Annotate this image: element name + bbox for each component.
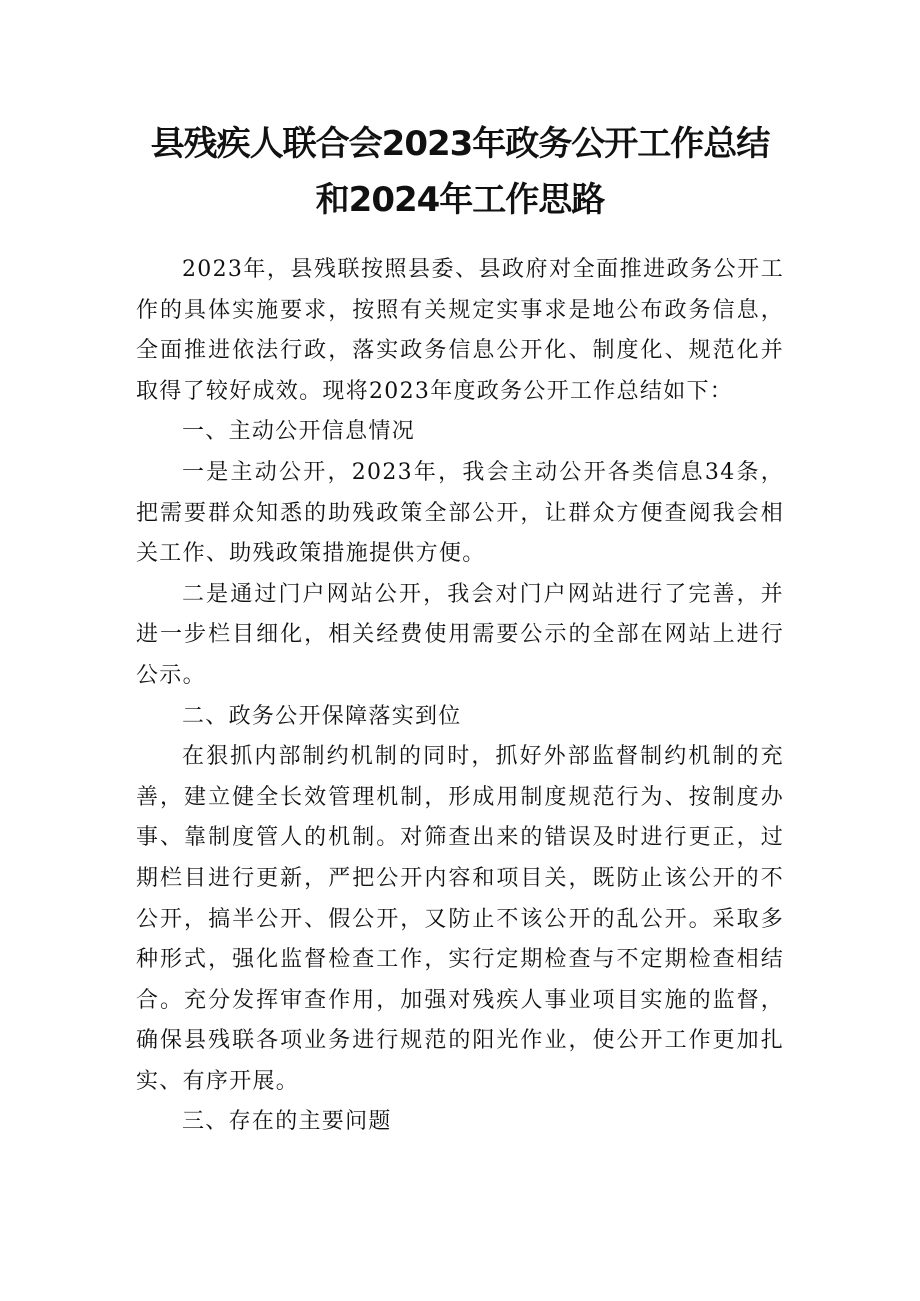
paragraph-proactive-disclosure: 一是主动公开，2023年，我会主动公开各类信息34条，把需要群众知悉的助残政策全部公开，让群众方便查阅我会相关工作、助残政策措施提供方便。 bbox=[136, 459, 784, 567]
intro-paragraph: 2023年，县残联按照县委、县政府对全面推进政务公开工作的具体实施要求，按照有关规定实事求是地公布政务信息，全面推进依法行政，落实政务信息公开化、制度化、规范化并取得了较好成效。现将2023年度政务公开工作总结如下： bbox=[136, 257, 784, 404]
section-heading-1: 一、主动公开信息情况 bbox=[182, 419, 416, 445]
paragraph-website-disclosure: 二是通过门户网站公开，我会对门户网站进行了完善，并进一步栏目细化，相关经费使用需要公示的全部在网站上进行公示。 bbox=[136, 581, 784, 688]
document-body bbox=[136, 250, 784, 1143]
document-title-line-1: 县残疾人联合会2023年政务公开工作总结 bbox=[150, 124, 770, 164]
document-title-line-2: 和2024年工作思路 bbox=[315, 180, 605, 220]
section-heading-3: 三、存在的主要问题 bbox=[182, 1109, 392, 1135]
paragraph-supervision: 在狠抓内部制约机制的同时，抓好外部监督制约机制的充善，建立健全长效管理机制，形成用制度规范行为、按制度办事、靠制度管人的机制。对筛查出来的错误及时进行更正，过期栏目进行更新，严把公开内容和项目关，既防止该公开的不公开，搞半公开、假公开，又防止不该公开的乱公开。采取多种形式，强化监督检查工作，实行定期检查与不定期检查相结合。充分发挥审查作用，加强对残疾人事业项目实施的监督，确保县残联各项业务进行规范的阳光作业，使公开工作更加扎实、有序开展。 bbox=[136, 744, 784, 1094]
section-heading-2: 二、政务公开保障落实到位 bbox=[182, 703, 462, 729]
